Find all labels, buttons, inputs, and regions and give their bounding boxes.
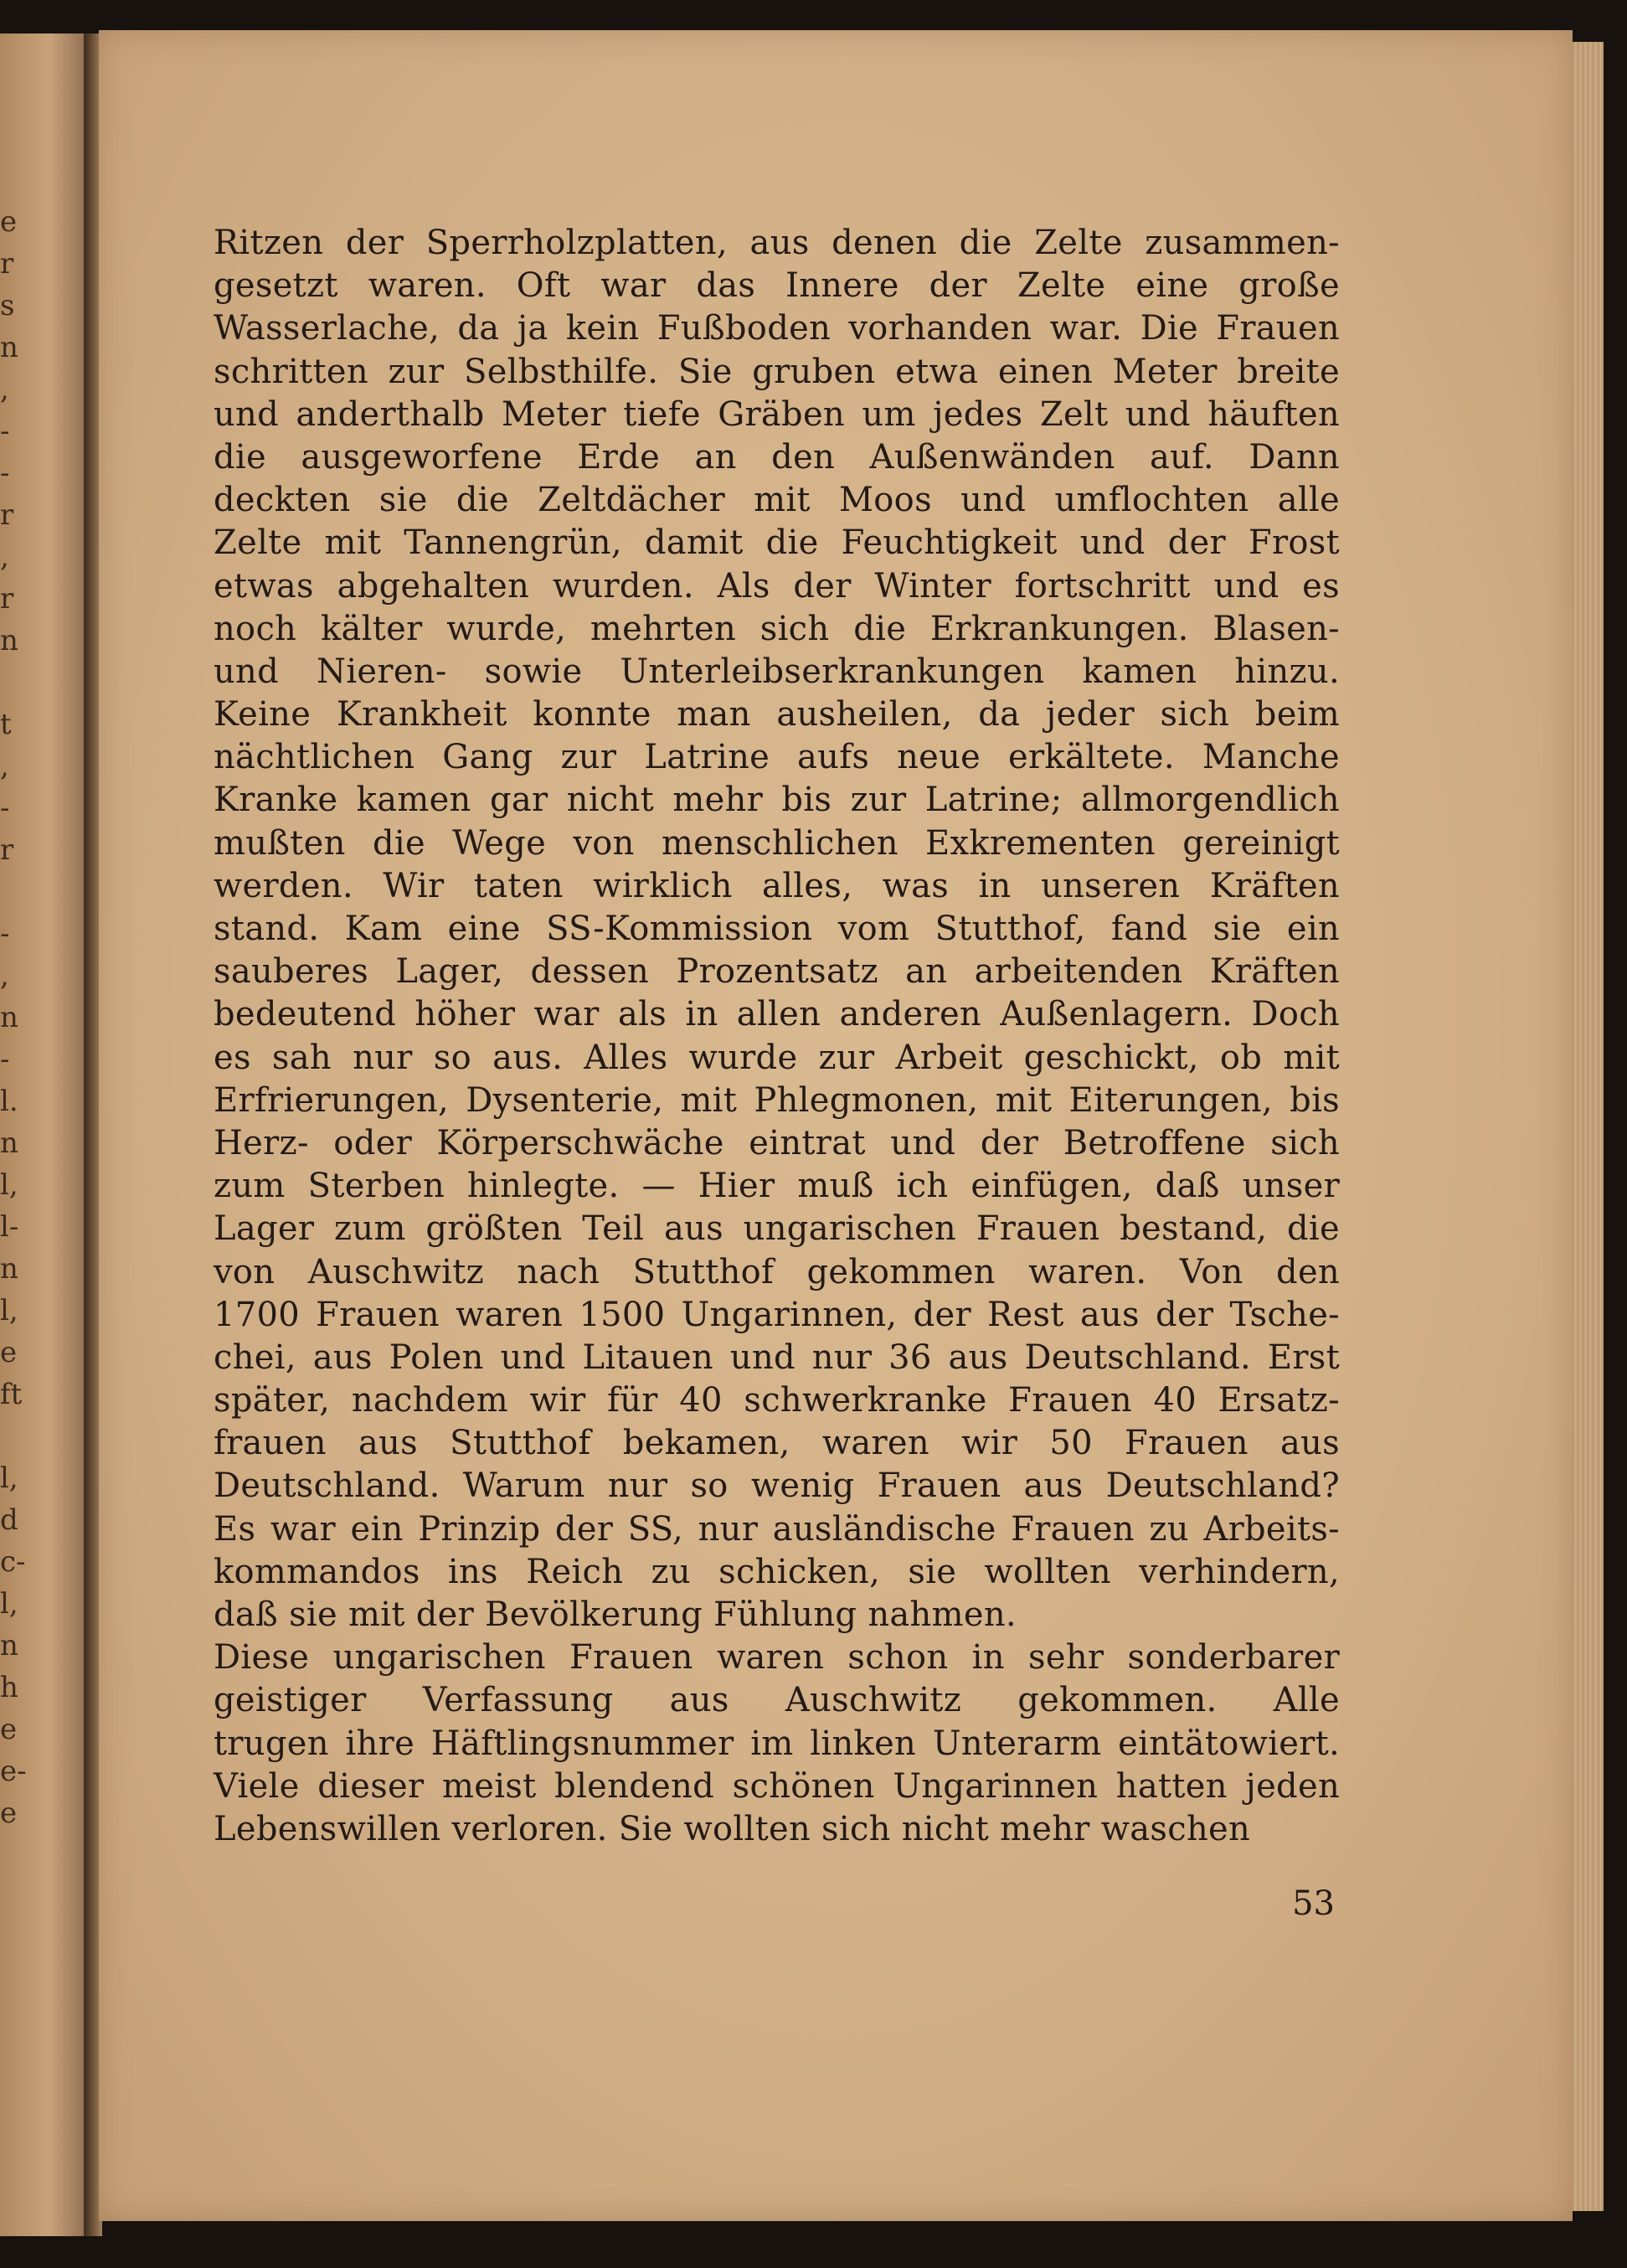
margin-fragment: , — [0, 373, 9, 406]
margin-fragment: , — [0, 750, 9, 783]
margin-fragment: e- — [0, 1755, 27, 1788]
margin-fragment: e — [0, 1336, 18, 1369]
text-line: schritten zur Selbsthilfe. Sie gruben etwa einen Meter breite — [214, 352, 1340, 391]
text-line: Herz- oder Körperschwäche eintrat und der Betroffene sich — [214, 1123, 1340, 1162]
margin-fragment: l, — [0, 1294, 18, 1327]
text-line: Erfrierungen, Dysenterie, mit Phlegmonen, mit Eiterungen, bis — [214, 1080, 1340, 1120]
margin-fragment — [0, 871, 20, 913]
text-line: Zelte mit Tannengrün, damit die Feuchtigkeit und der Frost — [214, 523, 1340, 563]
text-line: zum Sterben hinlegte. — Hier muß ich einfügen, daß unser — [214, 1167, 1340, 1206]
margin-fragment: - — [0, 791, 10, 825]
text-line: und anderthalb Meter tiefe Gräben um jedes Zelt und häuften — [214, 394, 1340, 434]
margin-fragment: h — [0, 1671, 18, 1704]
facing-page-fragments — [0, 201, 27, 1834]
text-line: Ritzen der Sperrholzplatten, aus denen die Zelte zusammen- — [214, 224, 1340, 262]
margin-fragment: l- — [0, 1210, 19, 1244]
text-line: etwas abgehalten wurden. Als der Winter fortschritt und es — [214, 566, 1340, 606]
text-line: sauberes Lager, dessen Prozentsatz an arbeitenden Kräften — [214, 952, 1340, 992]
text-line: daß sie mit der Bevölkerung Fühlung nahmen. — [214, 1595, 1017, 1634]
text-line: 1700 Frauen waren 1500 Ungarinnen, der Rest aus der Tsche- — [214, 1295, 1340, 1334]
margin-fragment: s — [0, 289, 15, 322]
margin-fragment — [0, 1415, 20, 1457]
text-line: und Nieren- sowie Unterleibserkrankungen kamen hinzu. — [214, 652, 1340, 691]
margin-fragment: - — [0, 917, 10, 951]
margin-fragment: r — [0, 498, 14, 532]
margin-fragment: ft — [0, 1378, 23, 1411]
margin-fragment: l, — [0, 1587, 18, 1621]
text-line: die ausgeworfene Erde an den Außenwänden auf. Dann — [214, 437, 1340, 477]
text-line: Diese ungarischen Frauen waren schon in sehr sonderbarer — [214, 1638, 1340, 1678]
text-line: Viele dieser meist blendend schönen Ungarinnen hatten jeden — [214, 1766, 1340, 1806]
text-line: nächtlichen Gang zur Latrine aufs neue erkältete. Manche — [214, 738, 1340, 777]
margin-fragment: l, — [0, 1461, 18, 1495]
margin-fragment: l. — [0, 1085, 18, 1118]
margin-fragment: , — [0, 959, 9, 992]
margin-fragment: l, — [0, 1168, 18, 1202]
text-line: geistiger Verfassung aus Auschwitz gekommen. Alle — [214, 1681, 1340, 1720]
text-line: mußten die Wege von menschlichen Exkrementen gereinigt — [214, 823, 1340, 863]
text-line: deckten sie die Zeltdächer mit Moos und umflochten alle — [214, 481, 1340, 520]
margin-fragment: r — [0, 582, 14, 616]
margin-fragment: n — [0, 1001, 18, 1034]
page-number: 53 — [1292, 1884, 1335, 1923]
text-line: Lager zum größten Teil aus ungarischen Frauen bestand, die — [214, 1209, 1340, 1249]
text-line: von Auschwitz nach Stutthof gekommen waren. Von den — [214, 1252, 1340, 1291]
text-line: Wasserlache, da ja kein Fußboden vorhanden war. Die Frauen — [214, 309, 1340, 348]
margin-fragment: e — [0, 205, 18, 239]
margin-fragment: - — [0, 415, 10, 448]
text-line: stand. Kam eine SS-Kommission vom Stutthof, fand sie ein — [214, 910, 1340, 948]
margin-fragment: - — [0, 456, 10, 490]
text-line: Kranke kamen gar nicht mehr bis zur Latrine; allmorgendlich — [214, 781, 1340, 820]
text-line: trugen ihre Häftlingsnummer im linken Unterarm eintätowiert. — [214, 1724, 1340, 1763]
margin-fragment: n — [0, 1252, 18, 1286]
margin-fragment: n — [0, 624, 18, 657]
body-text — [214, 222, 1340, 1851]
text-line: Deutschland. Warum nur so wenig Frauen aus Deutschland? — [214, 1466, 1340, 1506]
text-line: bedeutend höher war als in allen anderen Außenlagern. Doch — [214, 995, 1340, 1034]
margin-fragment: - — [0, 1043, 10, 1076]
text-line: Lebenswillen verloren. Sie wollten sich nicht mehr waschen — [214, 1809, 1251, 1848]
margin-fragment: e — [0, 1796, 18, 1830]
margin-fragment: c- — [0, 1545, 26, 1579]
text-line: später, nachdem wir für 40 schwerkranke Frauen 40 Ersatz- — [214, 1381, 1340, 1420]
text-line: noch kälter wurde, mehrten sich die Erkrankungen. Blasen- — [214, 609, 1340, 648]
text-line: chei, aus Polen und Litauen und nur 36 aus Deutschland. Erst — [214, 1338, 1340, 1377]
text-line: werden. Wir taten wirklich alles, was in unseren Kräften — [214, 866, 1340, 905]
margin-fragment: d — [0, 1503, 18, 1537]
text-line: kommandos ins Reich zu schicken, sie wollten verhindern, — [214, 1552, 1340, 1591]
text-line: Keine Krankheit konnte man ausheilen, da jeder sich beim — [214, 695, 1340, 735]
text-line: Es war ein Prinzip der SS, nur ausländische Frauen zu Arbeits- — [214, 1509, 1340, 1549]
margin-fragment: n — [0, 1629, 18, 1662]
text-line: es sah nur so aus. Alles wurde zur Arbeit geschickt, ob mit — [214, 1038, 1340, 1077]
margin-fragment: r — [0, 833, 14, 867]
margin-fragment: t — [0, 708, 12, 741]
margin-fragment: e — [0, 1713, 18, 1746]
margin-fragment: , — [0, 540, 9, 574]
margin-fragment: r — [0, 247, 14, 281]
text-line: gesetzt waren. Oft war das Innere der Zelte eine große — [214, 266, 1340, 306]
margin-fragment — [0, 662, 20, 704]
text-line: frauen aus Stutthof bekamen, waren wir 50 Frauen aus — [214, 1424, 1340, 1463]
margin-fragment: n — [0, 331, 18, 364]
margin-fragment: n — [0, 1126, 18, 1160]
